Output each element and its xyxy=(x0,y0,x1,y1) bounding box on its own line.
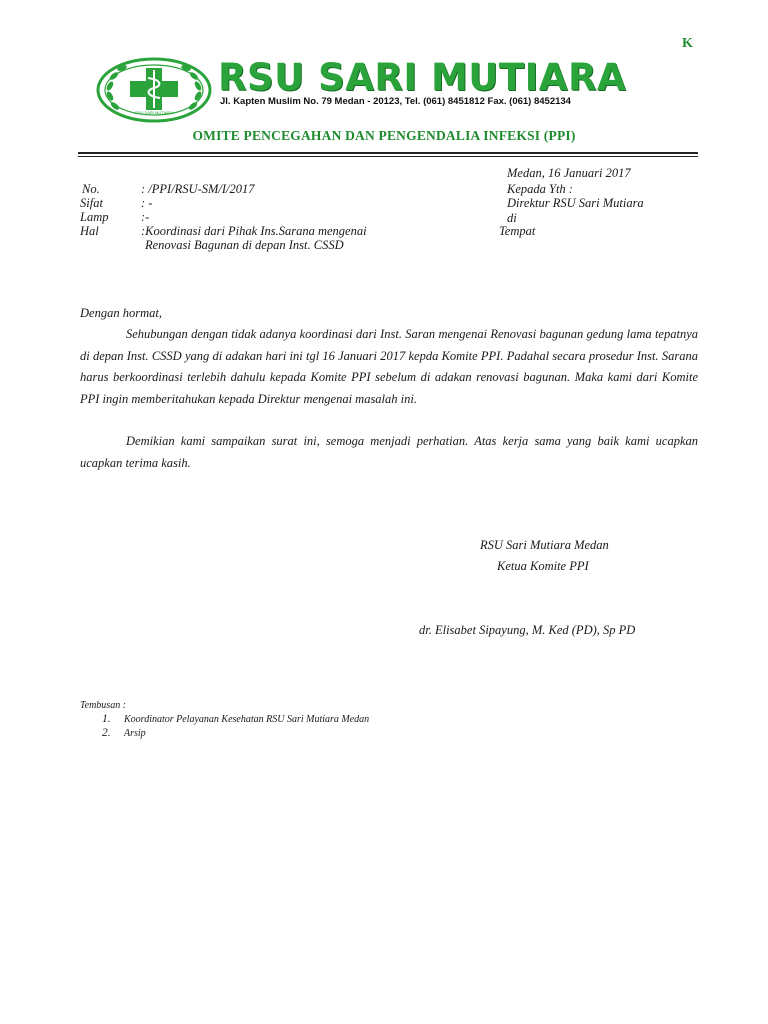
signature-org: RSU Sari Mutiara Medan xyxy=(480,538,609,552)
no-value: : /PPI/RSU-SM/I/2017 xyxy=(141,182,255,196)
signature-title: Ketua Komite PPI xyxy=(497,559,589,573)
hal-label: Hal xyxy=(80,224,99,238)
cc-label: Tembusan : xyxy=(80,700,127,711)
recipient-line3: di xyxy=(507,211,517,225)
cc-item-number: 1. xyxy=(102,713,111,725)
hal-value-line2: Renovasi Bagunan di depan Inst. CSSD xyxy=(145,238,344,252)
greeting: Dengan hormat, xyxy=(80,306,162,320)
body-paragraph-1: Sehubungan dengan tidak adanya koordinasi dari Inst. Saran mengenai Renovasi bagunan gedung lama tepatnya di depan Inst. CSSD yang di adakan hari ini tgl 16 Januari 2017 kepda Komite PPI. Padahal secara prosedur Inst. Sarana harus berkoordinasi terlebih dahulu kepada Komite PPI sebelum di adakan renovasi bagunan. Maka kami dari Komite PPI ingin memberitahukan kepada Direktur mengenai masalah ini. xyxy=(80,327,698,406)
hospital-logo-icon xyxy=(96,56,212,124)
sifat-label: Sifat xyxy=(80,196,103,210)
header-rule-thin xyxy=(78,156,698,157)
recipient-line1: Kepada Yth : xyxy=(507,182,573,196)
body-paragraph-2: Demikian kami sampaikan surat ini, semoga menjadi perhatian. Atas kerja sama yang baik kami ucapkan ucapkan terima kasih. xyxy=(80,434,698,470)
recipient-line4: Tempat xyxy=(499,224,536,238)
hal-value-line1: :Koordinasi dari Pihak Ins.Sarana mengenai xyxy=(141,224,367,238)
cc-item-text: Arsip xyxy=(124,728,146,739)
place-date: Medan, 16 Januari 2017 xyxy=(507,166,631,180)
corner-mark: K xyxy=(682,36,693,51)
hospital-address: Jl. Kapten Muslim No. 79 Medan - 20123, Tel. (061) 8451812 Fax. (061) 8452134 xyxy=(220,96,571,107)
header-rule-thick xyxy=(78,152,698,154)
no-label: No. xyxy=(82,182,100,196)
cc-item-number: 2. xyxy=(102,727,111,739)
hospital-name: RSU SARI MUTIARA xyxy=(218,56,627,99)
signature-name: dr. Elisabet Sipayung, M. Ked (PD), Sp PD xyxy=(419,623,636,637)
logo-caption: RSU SARI MUTIARA xyxy=(134,110,174,115)
lamp-value: :- xyxy=(141,210,150,224)
cc-item-text: Koordinator Pelayanan Kesehatan RSU Sari Mutiara Medan xyxy=(124,714,370,725)
committee-title: OMITE PENCEGAHAN DAN PENGENDALIA INFEKSI (PPI) xyxy=(192,128,576,143)
lamp-label: Lamp xyxy=(80,210,109,224)
recipient-line2: Direktur RSU Sari Mutiara xyxy=(507,196,644,210)
sifat-value: : - xyxy=(141,196,153,210)
